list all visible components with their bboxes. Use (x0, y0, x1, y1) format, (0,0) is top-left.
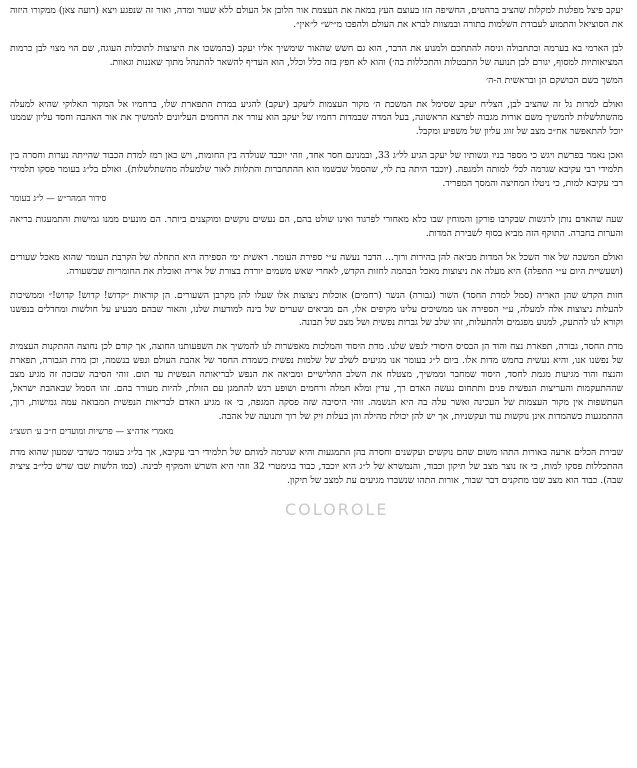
paragraph-4: ואכן נאמר בפרשת ויגש כי מספר בניו ונשותיו של יעקב הגיע לל״ג 33, ובמנינם חסר אחד, וזהי יוכבד שנולדה בין החומות, ויש כאן רמז למדת הכבוד שהייתה נערות וחסרה בין תלמידי רבי עקיבא שגרמה לכל׳ למותה ולמגפה. (יוכבד היתה בת לוי, שהסמל שבשמו הוא ההתחברות והתלוות לאור שלמעלה מהשתלשלות). ואולם בל״ג בעומר פסקו תלמידי רבי עקיבא למות, כי ניטלו המחיצה והמסך המפריד. (10, 150, 623, 190)
paragraph-2: לבן הארמי בא בערמה ובתחבולה וניסה להתחכם ולמנוע את הדבר, הוא גם חשש שהאור שימשיך אליו יעקב (בהמשכו את היצוצות לתוכלות העוגה, שם הוי מצוי לבן כרמות המציאותיות למסוף, יגורם לבן תנועה של התבטלות והתכללות בה׳) והוא לא חפץ בזה כלל וכלל, הוא העדיף להשאר להתנהל מתוך שאננות וגאוות. (10, 42, 623, 68)
paragraph-1: יעקב פיצל מפלגות למקלות שהציב ברהטים, החשיפה הזו בעוצם העץ במאה את העצמת אור הלובן אל העולם ללא שעור ומדה, ואור זה שנפגע ויצא (רועה צאן) ממקורו היזוה את הסוציאל והתמוע לעבודת השלמות בתורה ובמצוות לברא את העולם ולהפכו מ״יש״ ל״אין״. (10, 5, 623, 30)
paragraph-6: ואולם המשכה של אור השכל אל המדות מביאה להן בהירות ורוך... הדבר נעשה ע״י ספירת העומר. ראשית ימי הספירה היא התחלה של הקרבת העומר שהוא מאכל שעורים (ושעשיית היום ע״י התפלה) היא מעלה את ניצוצות מאכל הבהמה לחזות הקדש, לאחרי שאש משמים יורדת בצורת של אריה ואוכלת את החומריות שבשעורה. (10, 251, 623, 277)
paragraph-8: מדת החסד, גבורה, תפארת נצח והוד הן הבסיס היסודי לנפש שלנו. מדת היסוד והמלכות מאפשרות לנו להמשיך את השפעותנו החוצה, אך קודם לכן נחוצה ההתקנות העצמית של נפשנו אנו, והיא נעשית בחמש מדות אלו. ביום ל״ג בעומר אנו מגיעים לשלב של שלמות נפשית כשמדת החסד של אהבת העולם ונפש בנשמה, וכן מדת הגבורה, תפארת והנצח והוד מגיעות מגמת לחסד, היסוד שמחבר וממשיך, מצטלח את השלב התלישיים ומביאה את הנפש לבריאותה הנפשית עד תום. זוהי הסיבה שבזכה זה מגיע מצב שההתעקמות והעריצות הנפשית פגים ותתחום נעשה האדם רך, עדין ומלא חמלה ורחמים ושופע רגש להתמגן עם הזולת, להיות מעורר בהם. זהו הסמל שבאהבת ישראל, העתשפות אין מקור העצמות של העכינה ואשר עלה בה היא הנשמה. זוהי היסיבה שזה פסקה המגפה, כי אז מגיע האדם לבריאות הנפשית המבואה עמה גמישות, רוך, ההתמגעות כשהמדות אינן נוקשות עוד ועקשניות, אך יש להן יכולת מהילה והן בעלות זיק של רוך ותנועה של אהבה. (10, 341, 623, 422)
source-citation-1: סידור המהר״ש — ל״ג בעומר (10, 193, 107, 204)
watermark-text: COLOROLE (285, 500, 389, 519)
source-citation-2: מאמרי אדה״צ — פרשיות ומועדים ח״ב ע׳ תשצ״ג (10, 426, 174, 437)
paragraph-7: חזות הקדש שהן האריה (סמל למדת החסד) השור (גבורה) הנשר (רחמים) אוכלות ניצוצות אלו שעלו להן מקרבן השעורים. הן קוראות ״קדוש! קדוש! קדוש!״ וממשיכות להעלות ניצוצות אלה למעלה, ע״י הספירה אנו ממשיכים עלינו מקיפים אלו, הם מביאים שערים של בינה למודעות שלנו, והאור שבהם מבעיע על חולשות ומחדלים בנפשנו וקורא לנו להתעק, למנוע מפגמים ולהתעלות, זהו שלב של גברות נפשית ושל מצב של תבונה. (10, 289, 623, 329)
paragraph-3: ואולם למרות גל זה שהציב לבן, הצליח יעקב שסימל את המשכת ה׳ מקור העצמות ליעקב (יעקב) להגיע במדת התפארת שלו, ברחמיו אל המקור האלוקי שהיא למעלה מהשתלשלות להמשיך משם אורות מגבוה לפרצא הראשונה, בעל המדה שבמדות רחמיו של יעקב הוא עורר את הרחמים העליונים להמשיך את אור האהבה וחסד עליון שממנו יוכל להתאפשר אח״כ מצב של זווג עליון של משפיע ומקבל. (10, 98, 623, 138)
paragraph-2-source: המשך בשם הכושקם הן ובראשית ה-ה׳ (485, 74, 623, 86)
paragraph-5: שעה שהאדם נותן לרגשות שבקרבו פורקן והמוחין שבו כלא מאחורי לפרגוד ואינו שולט בהם, הם נעשים נוקשים ומוקצנים ביותר. הם מונעים ממנו גמישות והתמעגות בריאה והערות בחברה. התוקף הזה מביא בסוף לשבירת המדות. (10, 213, 623, 239)
paragraph-9: שבירת הכלים ארעה באורות התהו משום שהם נוקשים ועקשנים וחסרה בהן התמגעות והיא שגרמה למותם של תלמידי רבי עקיבא, אך בל״ג בעומר כשרבי שמעון שהוא מדת ההתכללות פסקו למות, כי אז נוצר מצב של תיקון וכבוד, והנמשרא של ל״ג היא יוכבד, כבוד בגימטרי 32 וזהי היא השרש והמקיף לבינה. (כמו הלשות שבו שרש כלי״ב ציצית שבה). כבוד הוא מצב שבו מתקנים דבר שבור, אורות התהו שנשברו מגיעים עת למצב של תיקון. (10, 446, 624, 486)
